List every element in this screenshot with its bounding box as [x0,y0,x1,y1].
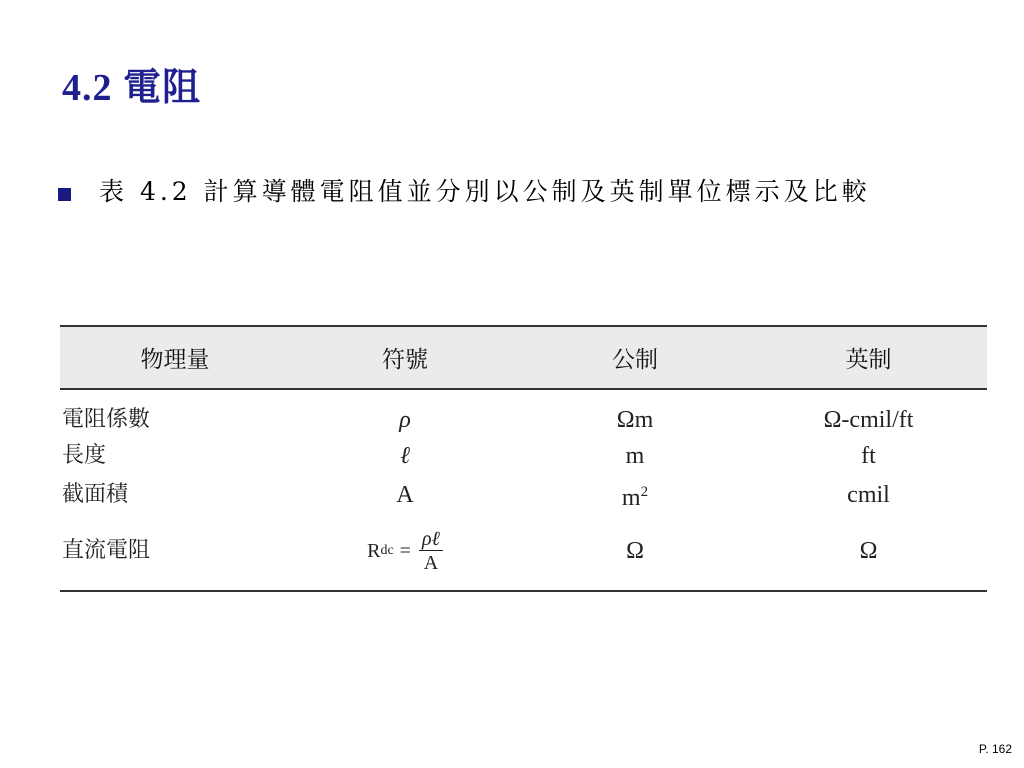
metric-cell [520,474,750,516]
formula-equals: = [399,540,411,562]
english-cell: Ω [859,538,878,564]
formula-numerator: ρℓ [419,528,443,551]
table-header-row [60,326,987,389]
metric-exponent: 2 [640,484,649,500]
header-symbol: 符號 [382,347,428,373]
resistance-formula [367,528,443,574]
symbol-cell: A [396,482,414,508]
bullet-item [58,172,978,212]
formula-denominator: A [423,552,439,574]
page-number: P. 162 [978,742,1012,756]
quantity-cell: 電阻係數 [62,407,151,432]
english-cell: ft [861,443,876,469]
metric-cell: Ωm [616,407,654,433]
table-row [60,438,987,474]
table-row [60,474,987,516]
quantity-cell: 截面積 [62,482,129,507]
header-metric: 公制 [612,347,658,373]
english-cell: Ω-cmil/ft [823,407,914,433]
metric-unit: m [621,485,641,511]
formula-cell [290,516,520,591]
symbol-cell: ρ [399,407,411,433]
metric-cell: m [625,443,645,469]
table-row [60,516,987,591]
english-cell: cmil [847,482,890,508]
header-english: 英制 [845,347,892,373]
table-row [60,389,987,438]
units-table [60,325,987,592]
slide-title: 4.2 電阻 [62,67,202,109]
formula-fraction [419,528,443,574]
metric-cell: Ω [626,538,644,564]
quantity-cell: 直流電阻 [62,538,151,563]
formula-lhs-sub: dc [380,543,394,558]
formula-lhs: R [367,540,381,562]
bullet-square-icon [58,188,71,201]
header-quantity: 物理量 [140,347,210,373]
bullet-text: 表 4.2 計算導體電阻值並分別以公制及英制單位標示及比較 [99,177,871,206]
quantity-cell: 長度 [62,443,107,468]
symbol-cell: ℓ [400,443,410,469]
